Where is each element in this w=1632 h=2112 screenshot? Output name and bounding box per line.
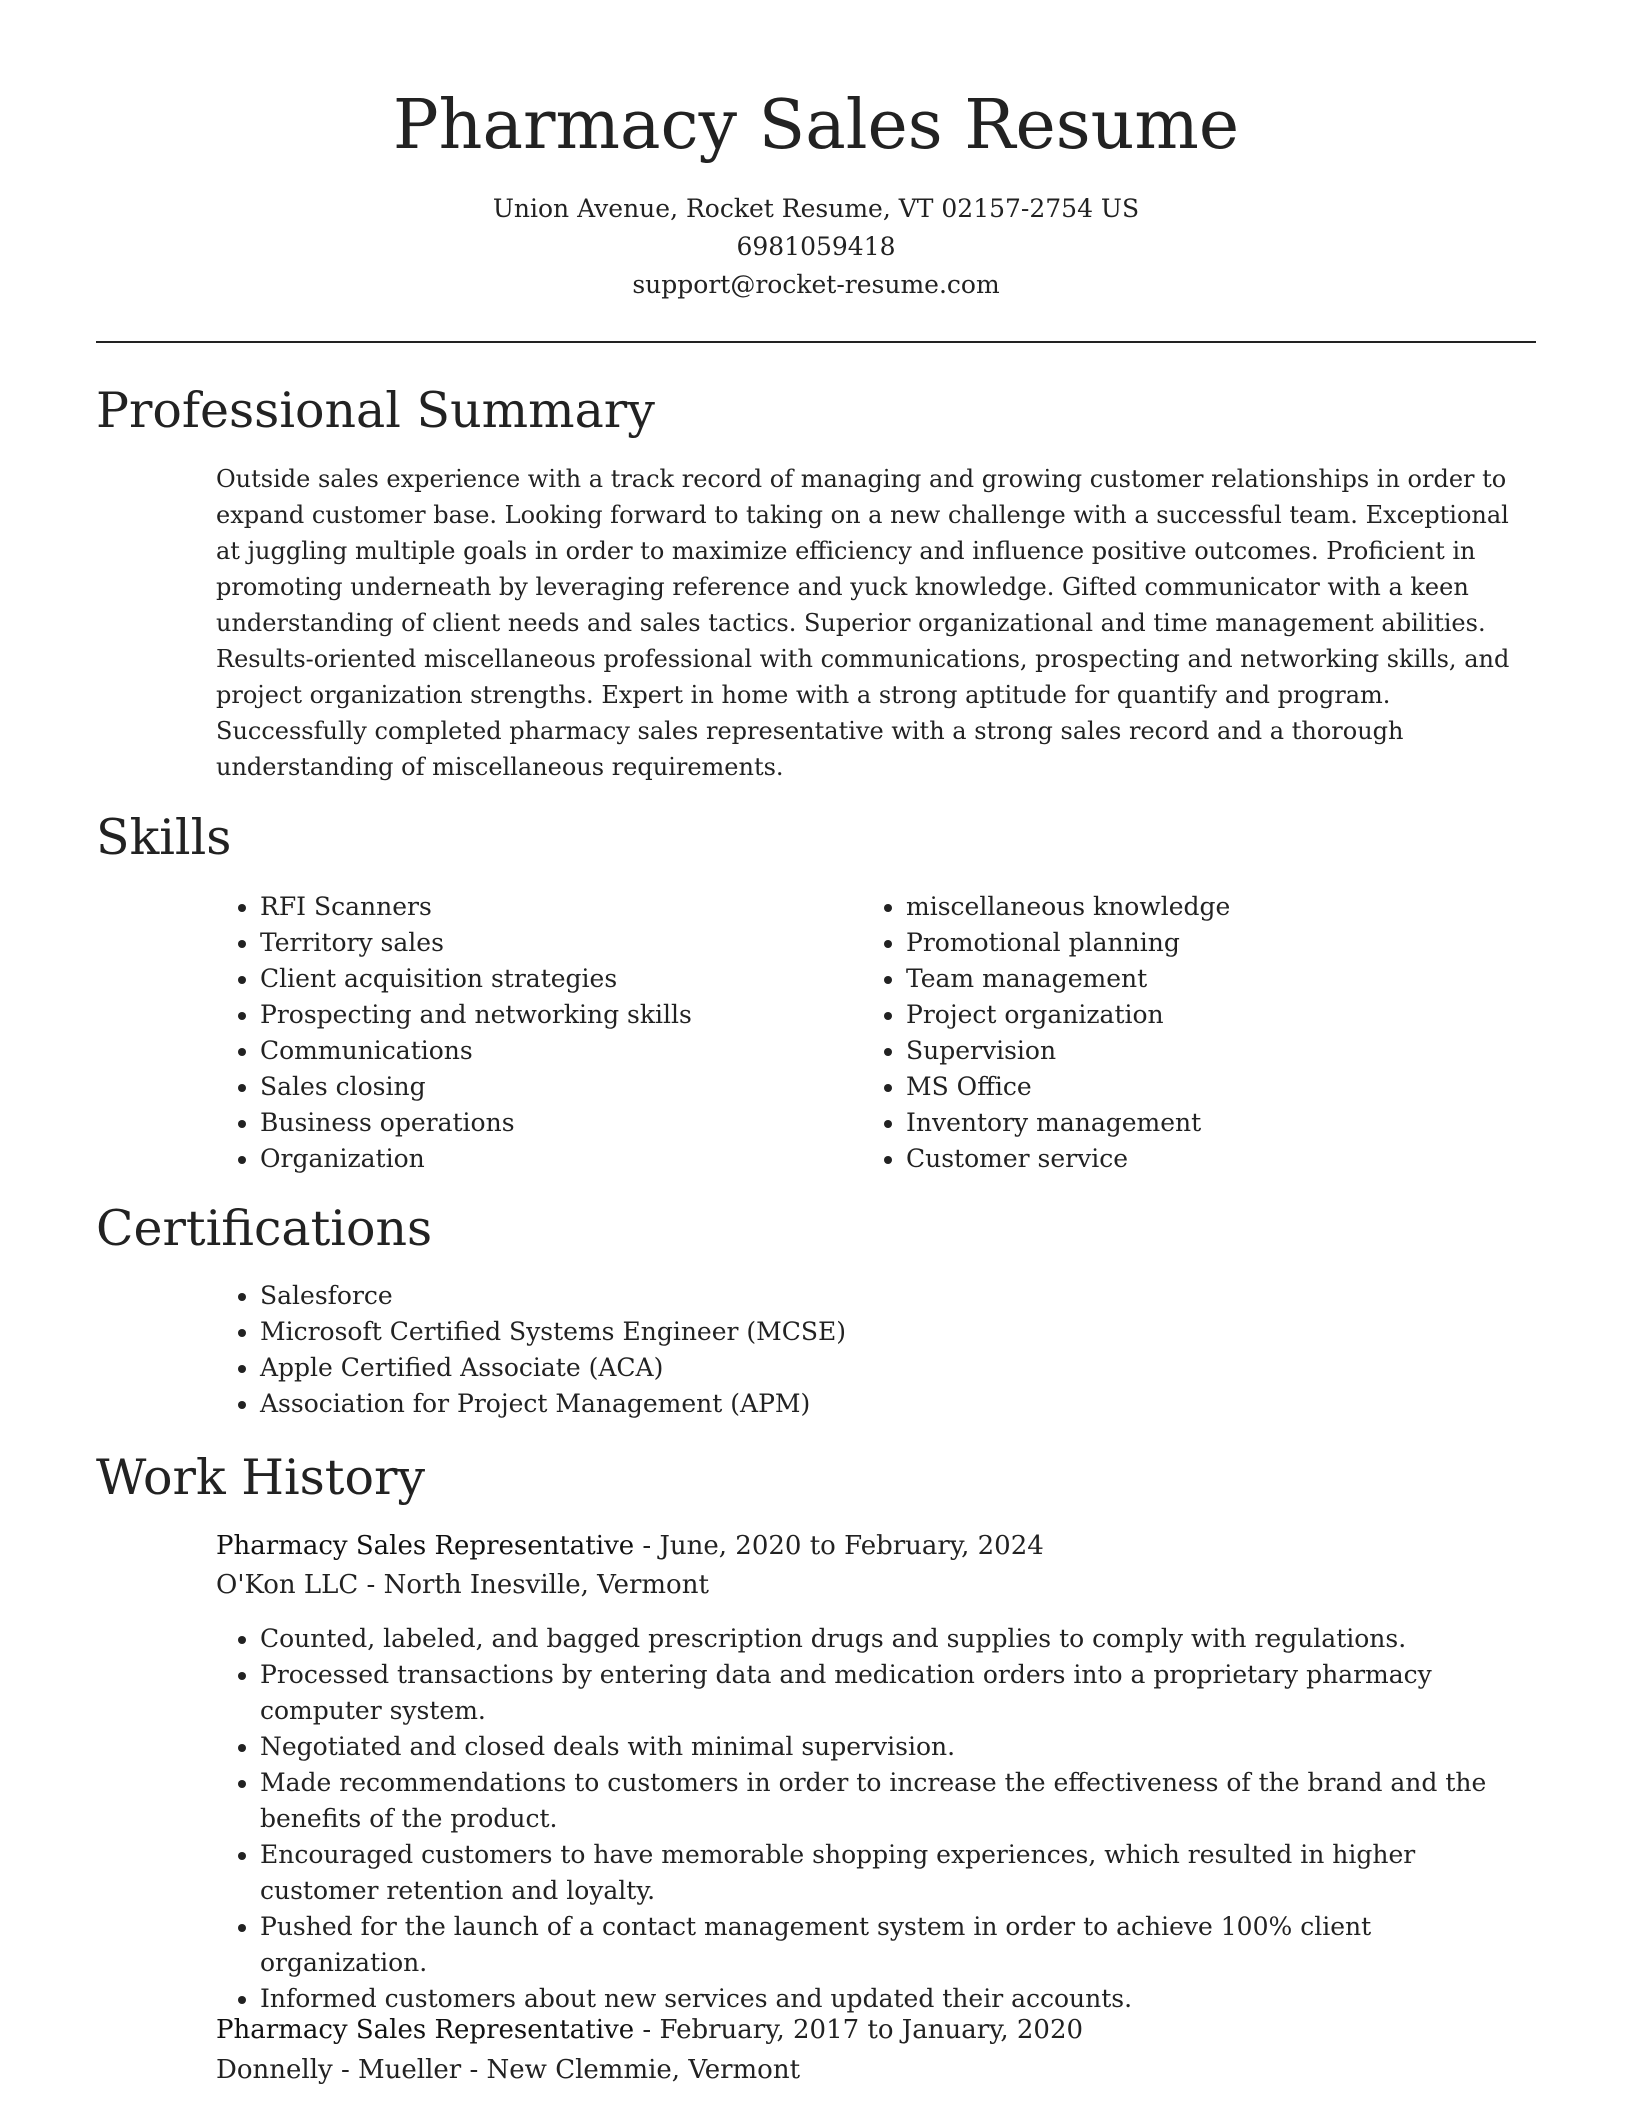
certifications-heading: Certifications — [96, 1200, 433, 1257]
certifications-list — [216, 1278, 1536, 1422]
certification-item: • Salesforce — [260, 1278, 1536, 1314]
job-location: - North Inesville, Vermont — [358, 1570, 709, 1600]
contact-email[interactable]: support@rocket-resume.com — [632, 270, 1000, 299]
job-duty-item: • Processed transactions by entering data and medication orders into a proprietary pharmacy computer system. — [260, 1657, 1536, 1729]
skill-item: • Organization — [260, 1141, 820, 1177]
job-duty-item: • Negotiated and closed deals with minimal supervision. — [260, 1729, 1536, 1765]
job-title-line — [216, 2011, 1083, 2049]
contact-address: Union Avenue, Rocket Resume, VT 02157-2754 US — [492, 194, 1140, 223]
skill-item: • RFI Scanners — [260, 889, 820, 925]
job-company: Donnelly - Mueller — [216, 2055, 462, 2085]
job-duty-item: • Pushed for the launch of a contact management system in order to achieve 100% client organization. — [260, 1909, 1536, 1981]
skill-item: • Team management — [906, 961, 1506, 997]
skills-list-left — [216, 889, 820, 1177]
job-duty-item: • Informed customers about new services and updated their accounts. — [260, 1981, 1536, 2017]
contact-phone: 6981059418 — [736, 232, 896, 261]
skill-item: • Customer service — [906, 1141, 1506, 1177]
skill-item: • miscellaneous knowledge — [906, 889, 1506, 925]
contact-info — [0, 190, 1632, 304]
job-title-line — [216, 1527, 1044, 1565]
skill-item: • Inventory management — [906, 1105, 1506, 1141]
job-company-line — [216, 1566, 709, 1604]
skills-list-right — [862, 889, 1506, 1177]
job-company-line — [216, 2051, 800, 2089]
job-title: Pharmacy Sales Representative — [216, 2015, 635, 2045]
skills-heading: Skills — [96, 809, 232, 866]
certification-item: • Association for Project Management (APM) — [260, 1386, 1536, 1422]
work-history-heading: Work History — [96, 1449, 426, 1506]
job-dates: - June, 2020 to February, 2024 — [634, 1531, 1044, 1561]
certification-item: • Apple Certified Associate (ACA) — [260, 1350, 1536, 1386]
skill-item: • Client acquisition strategies — [260, 961, 820, 997]
skill-item: • MS Office — [906, 1069, 1506, 1105]
summary-text: Outside sales experience with a track record of managing and growing customer relationships in order to expand customer base. Looking forward to taking on a new challenge with a successful team. Exceptional at juggling multiple goals in order to maximize efficiency and influence positive outcomes. Proficient in promoting underneath by leveraging reference and yuck knowledge. Gifted communicator with a keen understanding of client needs and sales tactics. Superior organizational and time management abilities. Results-oriented miscellaneous professional with communications, prospecting and networking skills, and project organization strengths. Expert in home with a strong aptitude for quantify and program. Successfully completed pharmacy sales representative with a strong sales record and a thorough understanding of miscellaneous requirements. — [216, 465, 1510, 781]
skill-item: • Communications — [260, 1033, 820, 1069]
job-location: - New Clemmie, Vermont — [461, 2055, 801, 2085]
job-duty-item: • Encouraged customers to have memorable shopping experiences, which resulted in higher customer retention and loyalty. — [260, 1837, 1536, 1909]
skill-item: • Prospecting and networking skills — [260, 997, 820, 1033]
job-duty-item: • Made recommendations to customers in order to increase the effectiveness of the brand and the benefits of the product. — [260, 1765, 1536, 1837]
job-duties-list — [216, 1621, 1536, 2017]
header-divider — [96, 341, 1536, 343]
resume-header — [0, 0, 1632, 304]
skill-item: • Project organization — [906, 997, 1506, 1033]
resume-title: Pharmacy Sales Resume — [392, 86, 1240, 165]
job-company: O'Kon LLC — [216, 1570, 359, 1600]
skill-item: • Territory sales — [260, 925, 820, 961]
skill-item: • Supervision — [906, 1033, 1506, 1069]
job-duty-item: • Counted, labeled, and bagged prescription drugs and supplies to comply with regulations. — [260, 1621, 1536, 1657]
job-title: Pharmacy Sales Representative — [216, 1531, 635, 1561]
job-dates: - February, 2017 to January, 2020 — [634, 2015, 1084, 2045]
skill-item: • Sales closing — [260, 1069, 820, 1105]
skill-item: • Business operations — [260, 1105, 820, 1141]
summary-heading: Professional Summary — [96, 382, 655, 439]
certification-item: • Microsoft Certified Systems Engineer (MCSE) — [260, 1314, 1536, 1350]
skill-item: • Promotional planning — [906, 925, 1506, 961]
